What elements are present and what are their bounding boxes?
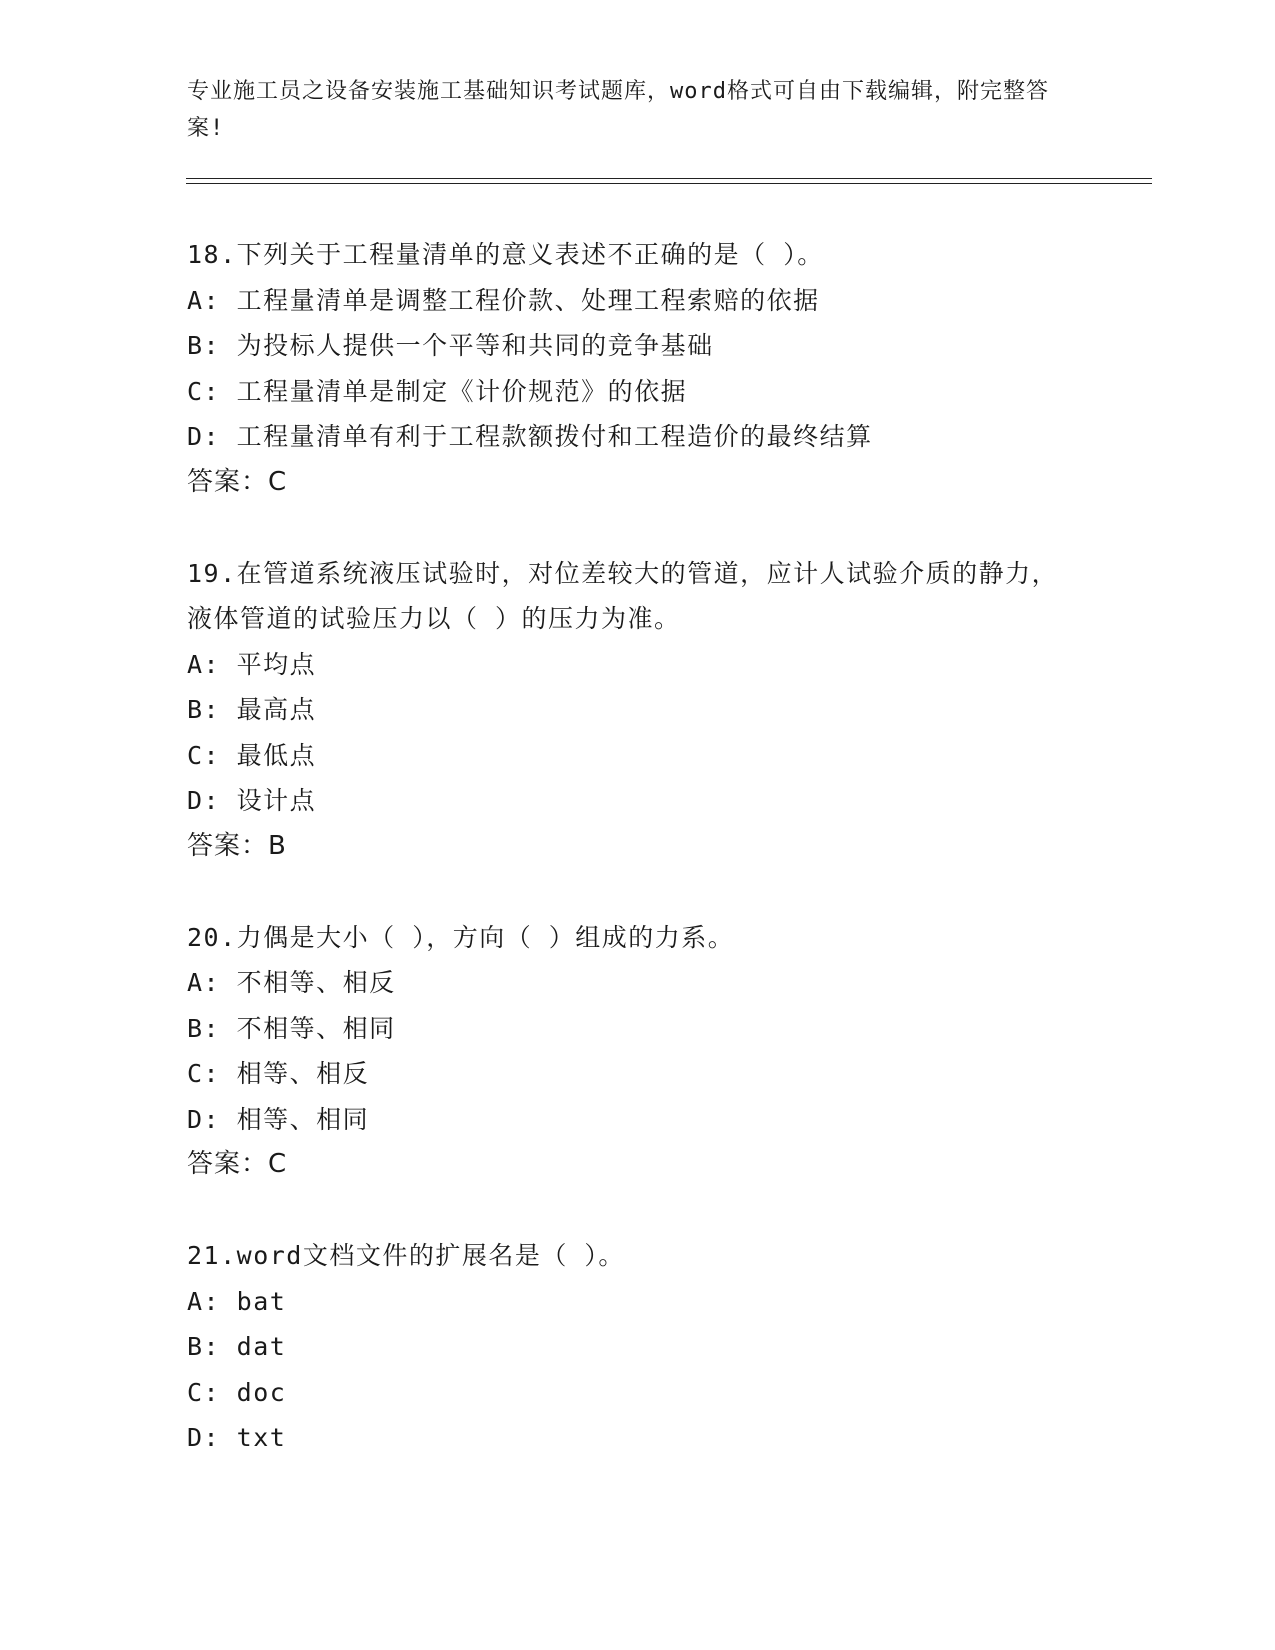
- option-d: D: 设计点: [187, 786, 317, 815]
- answer: 答案：C: [187, 466, 288, 497]
- header-divider-bottom: [186, 183, 1152, 184]
- header-divider-top: [186, 178, 1152, 179]
- option-a: A: 不相等、相反: [187, 968, 396, 997]
- question-19: [187, 551, 1087, 869]
- answer: 答案：C: [187, 1149, 288, 1179]
- option-a: A: 平均点: [187, 649, 317, 679]
- document-header: 专业施工员之设备安装施工基础知识考试题库，word格式可自由下载编辑，附完整答案!: [187, 79, 1049, 141]
- answer: 答案：B: [187, 830, 287, 861]
- option-a: A: bat: [187, 1286, 287, 1316]
- question-20: [187, 915, 1087, 1188]
- question-21: [187, 1233, 1087, 1461]
- option-c: C: 工程量清单是制定《计价规范》的依据: [187, 376, 688, 406]
- option-d: D: 工程量清单有利于工程款额拨付和工程造价的最终结算: [187, 422, 873, 451]
- question-list: [187, 232, 1087, 1507]
- option-b: B: 为投标人提供一个平等和共同的竞争基础: [187, 331, 714, 360]
- question-stem: 18.下列关于工程量清单的意义表述不正确的是（ ）。: [187, 240, 824, 269]
- question-stem: 20.力偶是大小（ ），方向（ ）组成的力系。: [187, 922, 735, 952]
- option-b: B: 不相等、相同: [187, 1013, 396, 1043]
- option-d: D: txt: [187, 1423, 287, 1452]
- option-c: C: 最低点: [187, 740, 317, 770]
- question-18: [187, 232, 1087, 505]
- option-d: D: 相等、相同: [187, 1104, 370, 1134]
- question-stem: 21.word文档文件的扩展名是（ ）。: [187, 1241, 625, 1270]
- option-c: C: doc: [187, 1377, 287, 1407]
- option-b: B: 最高点: [187, 695, 317, 724]
- question-stem: 19.在管道系统液压试验时，对位差较大的管道，应计人试验介质的静力，液体管道的试验压力以（ ）的压力为准。: [187, 558, 1059, 633]
- option-c: C: 相等、相反: [187, 1059, 370, 1088]
- option-b: B: dat: [187, 1332, 287, 1361]
- option-a: A: 工程量清单是调整工程价款、处理工程索赔的依据: [187, 285, 820, 315]
